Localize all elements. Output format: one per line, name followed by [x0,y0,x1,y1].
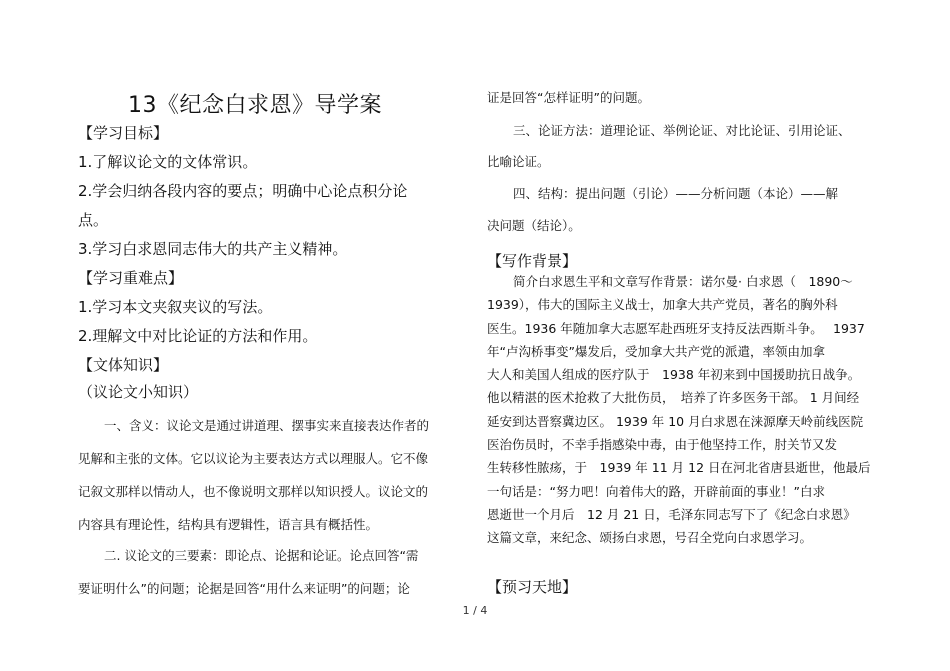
goal-item: 点。 [78,211,109,229]
goal-item: 3.学习白求恩同志伟大的共产主义精神。 [78,240,348,258]
genre-paragraph-line: 一、含义：议论文是通过讲道理、摆事实来直接表达作者的 [104,418,430,433]
background-line: 这篇文章，来纪念、颂扬白求恩，号召全党向白求恩学习。 [487,530,813,546]
background-line: 生转移性脓疡，于 1939 年 11 月 12 日在河北省唐县逝世，他最后 [487,460,871,476]
genre-paragraph-line: 二. 议论文的三要素：即论点、论据和论证。论点回答“需 [104,548,419,563]
background-line: 一句话是：“努力吧！向着伟大的路，开辟前面的事业！”白求 [487,483,825,499]
page-title: 13《纪念白求恩》导学案 [128,93,382,118]
page-number: 1 / 4 [462,604,488,617]
background-line: 简介白求恩生平和文章写作背景：诺尔曼· 白求恩（ 1890～ [513,274,853,289]
method-line: 三、论证方法：道理论证、举例论证、对比论证、引用论证、 [513,123,851,138]
genre-paragraph-line: 要证明什么”的问题；论据是回答“用什么来证明”的问题；论 [78,581,410,596]
background-line: 大人和美国人组成的医疗队于 1938 年初来到中国援助抗日战争。 [487,367,861,383]
genre-paragraph-line: 内容具有理论性，结构具有逻辑性，语言具有概括性。 [78,517,379,532]
key-item: 2.理解文中对比论证的方法和作用。 [78,327,318,345]
genre-paragraph-line: 见解和主张的文体。它以议论为主要表达方式以理服人。它不像 [78,451,429,466]
background-line: 医生。1936 年随加拿大志愿军赴西班牙支持反法西斯斗争。 1937 [487,320,865,336]
continued-line: 证是回答“怎样证明”的问题。 [487,90,650,105]
key-heading: 【学习重难点】 [78,269,184,287]
background-heading: 【写作背景】 [487,252,578,270]
genre-paragraph-line: 记叙文那样以情动人，也不像说明文那样以知识授人。议论文的 [78,484,429,499]
background-line: 恩逝世一个月后 12 月 21 日，毛泽东同志写下了《纪念白求恩》 [487,506,856,522]
background-line: 他以精湛的医术抢救了大批伤员， 培养了许多医务干部。 1 月间经 [487,390,860,406]
background-line: 延安到达晋察冀边区。 1939 年 10 月白求恩在涞源摩天岭前线医院 [487,413,864,429]
key-item: 1.学习本文夹叙夹议的写法。 [78,298,273,316]
goal-item: 2.学会归纳各段内容的要点；明确中心论点积分论 [78,182,408,200]
background-line: 年“卢沟桥事变”爆发后，受加拿大共产党的派遣，率领由加拿 [487,343,825,359]
preview-heading: 【预习天地】 [487,578,578,596]
genre-heading: 【文体知识】 [78,356,169,374]
method-line: 比喻论证。 [487,154,550,169]
structure-line: 决问题（结论）。 [487,218,581,233]
structure-line: 四、结构：提出问题（引论）——分析问题（本论）——解 [513,186,839,201]
goal-heading: 【学习目标】 [78,124,169,142]
goal-item: 1.了解议论文的文体常识。 [78,153,258,171]
genre-subheading: （议论文小知识） [78,383,199,401]
background-line: 医治伤员时，不幸手指感染中毒，由于他坚持工作，肘关节又发 [487,437,838,453]
background-paragraph [487,270,872,550]
background-line: 1939），伟大的国际主义战士，加拿大共产党员，著名的胸外科 [487,297,838,313]
